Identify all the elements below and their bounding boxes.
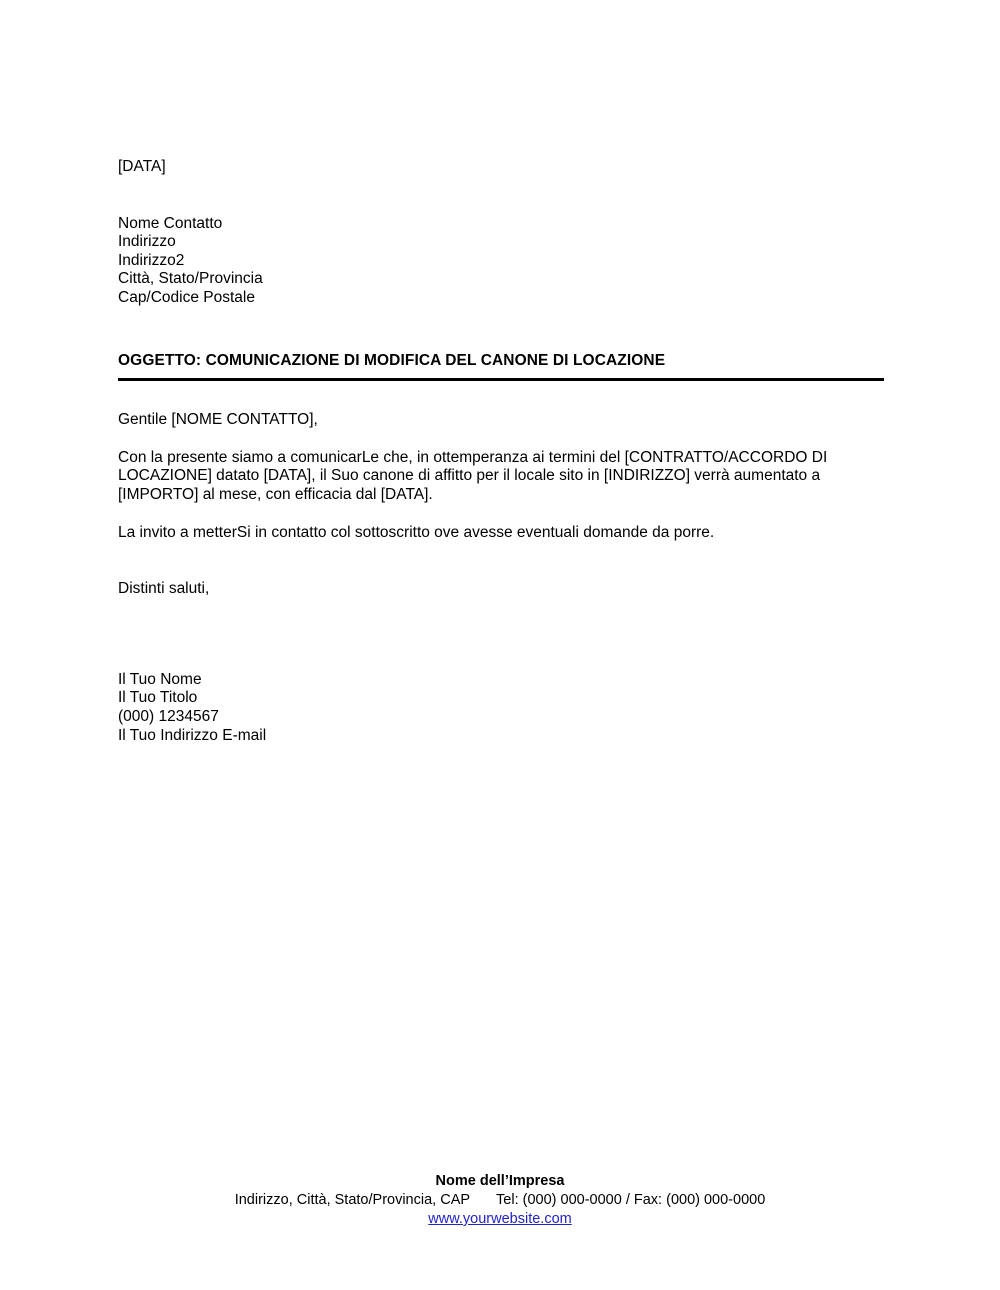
body-paragraph-2: La invito a metterSi in contatto col sottoscritto ove avesse eventuali domande da porre. bbox=[118, 523, 715, 541]
footer-website-line bbox=[0, 1210, 1000, 1229]
signature-name: Il Tuo Nome bbox=[118, 670, 202, 688]
page-footer bbox=[0, 1172, 1000, 1229]
recipient-city-state: Città, Stato/Provincia bbox=[118, 270, 263, 288]
footer-contact-line bbox=[0, 1191, 1000, 1210]
signature-title: Il Tuo Titolo bbox=[118, 689, 198, 707]
closing-salutation: Distinti saluti, bbox=[118, 580, 210, 598]
letter-date: [DATA] bbox=[118, 158, 166, 175]
subject-line: OGGETTO: COMUNICAZIONE DI MODIFICA DEL CANONE DI LOCAZIONE bbox=[118, 351, 666, 369]
date-block bbox=[118, 158, 884, 177]
signature-block bbox=[118, 671, 884, 745]
recipient-address-1: Indirizzo bbox=[118, 233, 176, 251]
footer-address: Indirizzo, Città, Stato/Provincia, CAP bbox=[234, 1192, 471, 1208]
footer-company-name: Nome dell’Impresa bbox=[435, 1173, 565, 1189]
recipient-address-2: Indirizzo2 bbox=[118, 251, 185, 269]
signature-email: Il Tuo Indirizzo E-mail bbox=[118, 726, 267, 744]
letter-body bbox=[118, 158, 884, 745]
subject-block bbox=[118, 352, 884, 382]
footer-phone-fax: Tel: (000) 000-0000 / Fax: (000) 000-0000 bbox=[496, 1192, 766, 1208]
subject-divider-rule bbox=[118, 378, 884, 381]
recipient-address-block bbox=[118, 215, 884, 308]
recipient-postal-code: Cap/Codice Postale bbox=[118, 288, 255, 306]
recipient-name: Nome Contatto bbox=[118, 214, 223, 232]
body-paragraph-1: Con la presente siamo a comunicarLe che, in ottemperanza ai termini del [CONTRATTO/ACCORDO DI LOCAZIONE] datato [DATA], il Suo canone di affitto per il locale sito in [INDIRIZZO] verrà aumentato a [IMPORTO] al mese, con efficacia dal [DATA]. bbox=[118, 448, 832, 503]
salutation: Gentile [NOME CONTATTO], bbox=[118, 411, 318, 429]
signature-phone: (000) 1234567 bbox=[118, 707, 219, 725]
footer-website-link[interactable]: www.yourwebsite.com bbox=[428, 1211, 572, 1227]
